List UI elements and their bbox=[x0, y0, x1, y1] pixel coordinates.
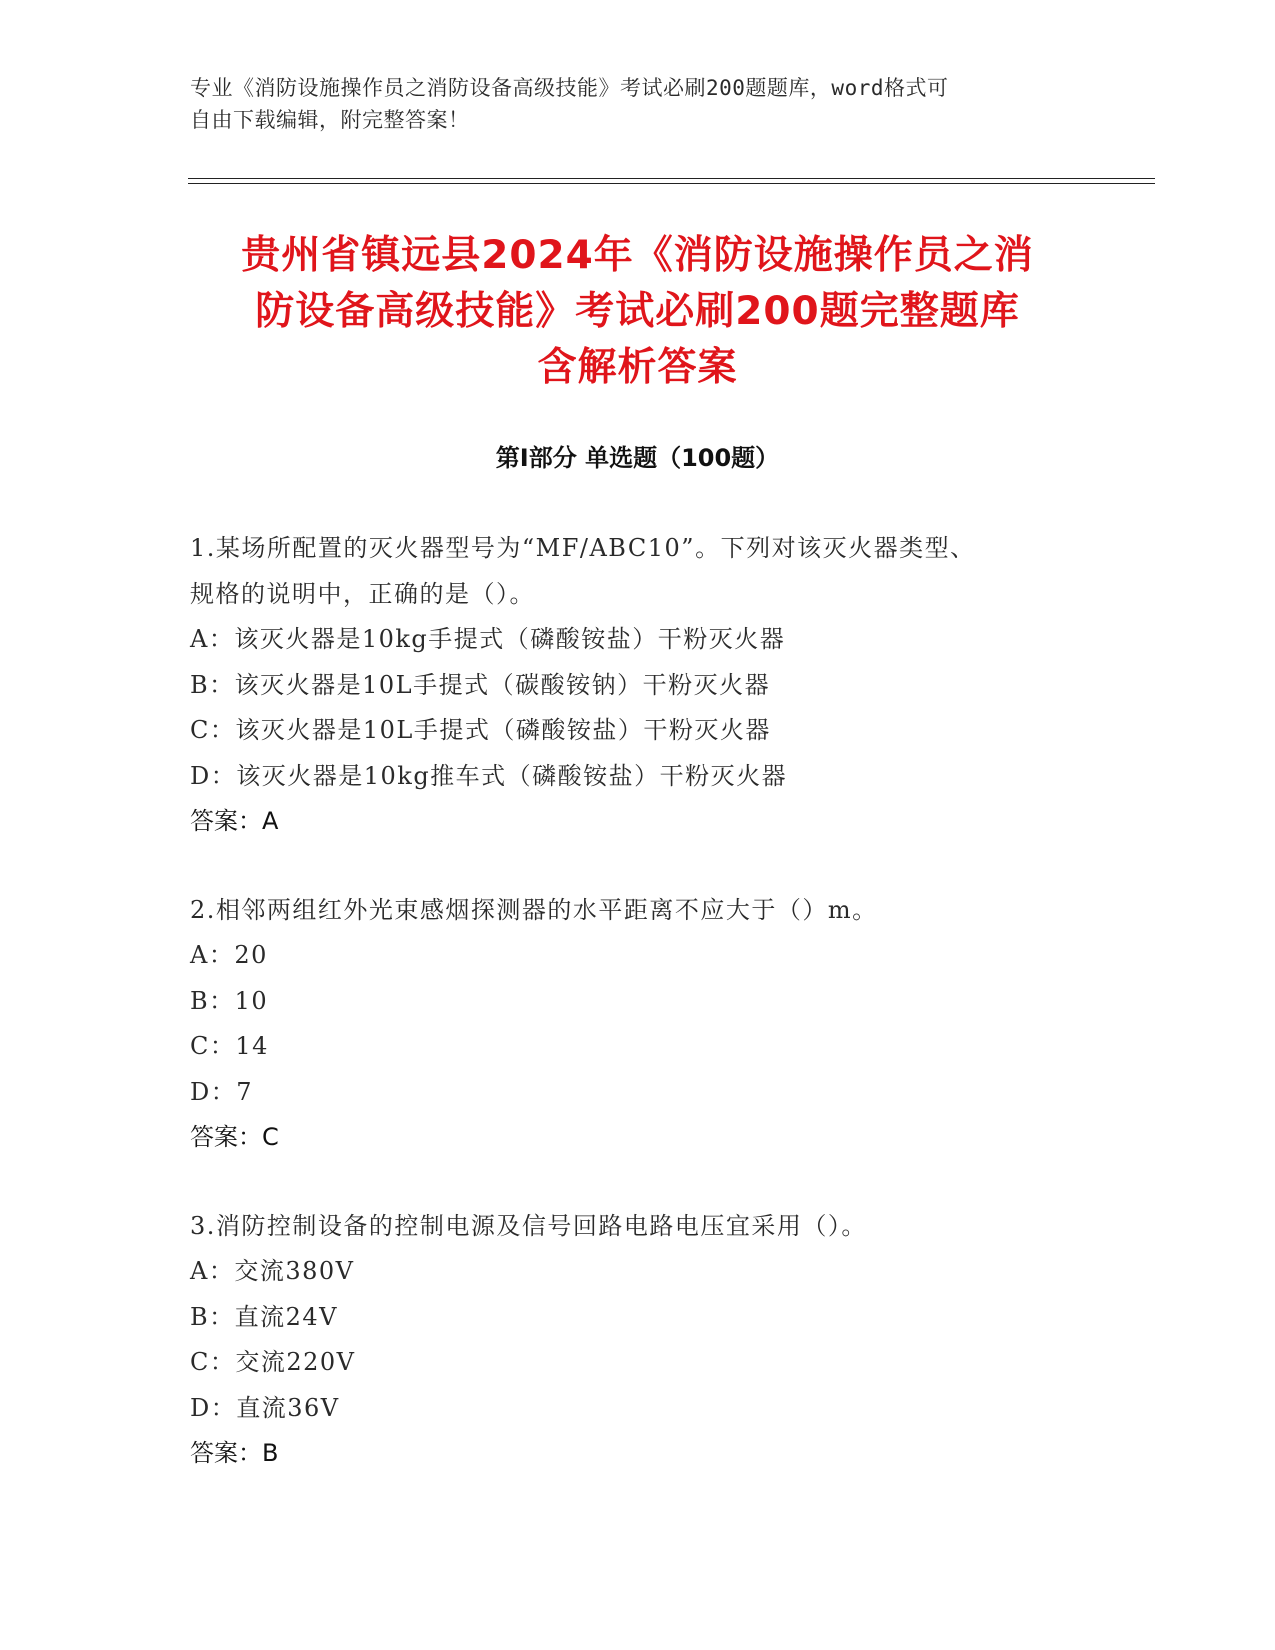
option-a: A：该灭火器是10kg手提式（磷酸铵盐）干粉灭火器 bbox=[190, 625, 786, 653]
answer-line: 答案：A bbox=[190, 807, 279, 835]
header-note-line: 专业《消防设施操作员之消防设备高级技能》考试必刷200题题库，word格式可 bbox=[190, 76, 949, 100]
option-c: C：交流220V bbox=[190, 1348, 356, 1376]
document-title bbox=[170, 228, 1105, 396]
title-line: 防设备高级技能》考试必刷200题完整题库 bbox=[255, 289, 1020, 334]
option-a: A：交流380V bbox=[190, 1257, 355, 1285]
question-item bbox=[190, 888, 1090, 1161]
header-note bbox=[190, 72, 1090, 136]
header-divider-top bbox=[188, 178, 1155, 179]
answer-line: 答案：B bbox=[190, 1439, 279, 1467]
answer-line: 答案：C bbox=[190, 1123, 279, 1151]
option-a: A：20 bbox=[190, 941, 268, 969]
option-c: C：该灭火器是10L手提式（磷酸铵盐）干粉灭火器 bbox=[190, 716, 771, 744]
option-b: B：该灭火器是10L手提式（碳酸铵钠）干粉灭火器 bbox=[190, 670, 771, 699]
title-line: 含解析答案 bbox=[537, 345, 738, 390]
option-b: B：直流24V bbox=[190, 1302, 339, 1331]
question-stem: 2.相邻两组红外光束感烟探测器的水平距离不应大于（）m。 bbox=[190, 895, 878, 924]
question-stem: 1.某场所配置的灭火器型号为“MF/ABC10”。下列对该灭火器类型、 bbox=[190, 534, 976, 562]
question-stem: 规格的说明中，正确的是（）。 bbox=[190, 579, 535, 608]
header-note-line: 自由下载编辑，附完整答案！ bbox=[190, 108, 470, 132]
option-d: D：7 bbox=[190, 1077, 254, 1106]
option-d: D：直流36V bbox=[190, 1393, 340, 1422]
section-heading: 第Ⅰ部分 单选题（100题） bbox=[495, 444, 780, 472]
option-d: D：该灭火器是10kg推车式（磷酸铵盐）干粉灭火器 bbox=[190, 761, 788, 790]
header-divider-bottom bbox=[188, 183, 1155, 184]
option-c: C：14 bbox=[190, 1032, 269, 1060]
question-item bbox=[190, 1204, 1090, 1477]
question-list bbox=[190, 526, 1090, 1520]
question-item bbox=[190, 526, 1090, 845]
question-stem: 3.消防控制设备的控制电源及信号回路电路电压宜采用（）。 bbox=[190, 1211, 867, 1240]
option-b: B：10 bbox=[190, 986, 269, 1015]
title-line: 贵州省镇远县2024年《消防设施操作员之消 bbox=[241, 233, 1034, 278]
